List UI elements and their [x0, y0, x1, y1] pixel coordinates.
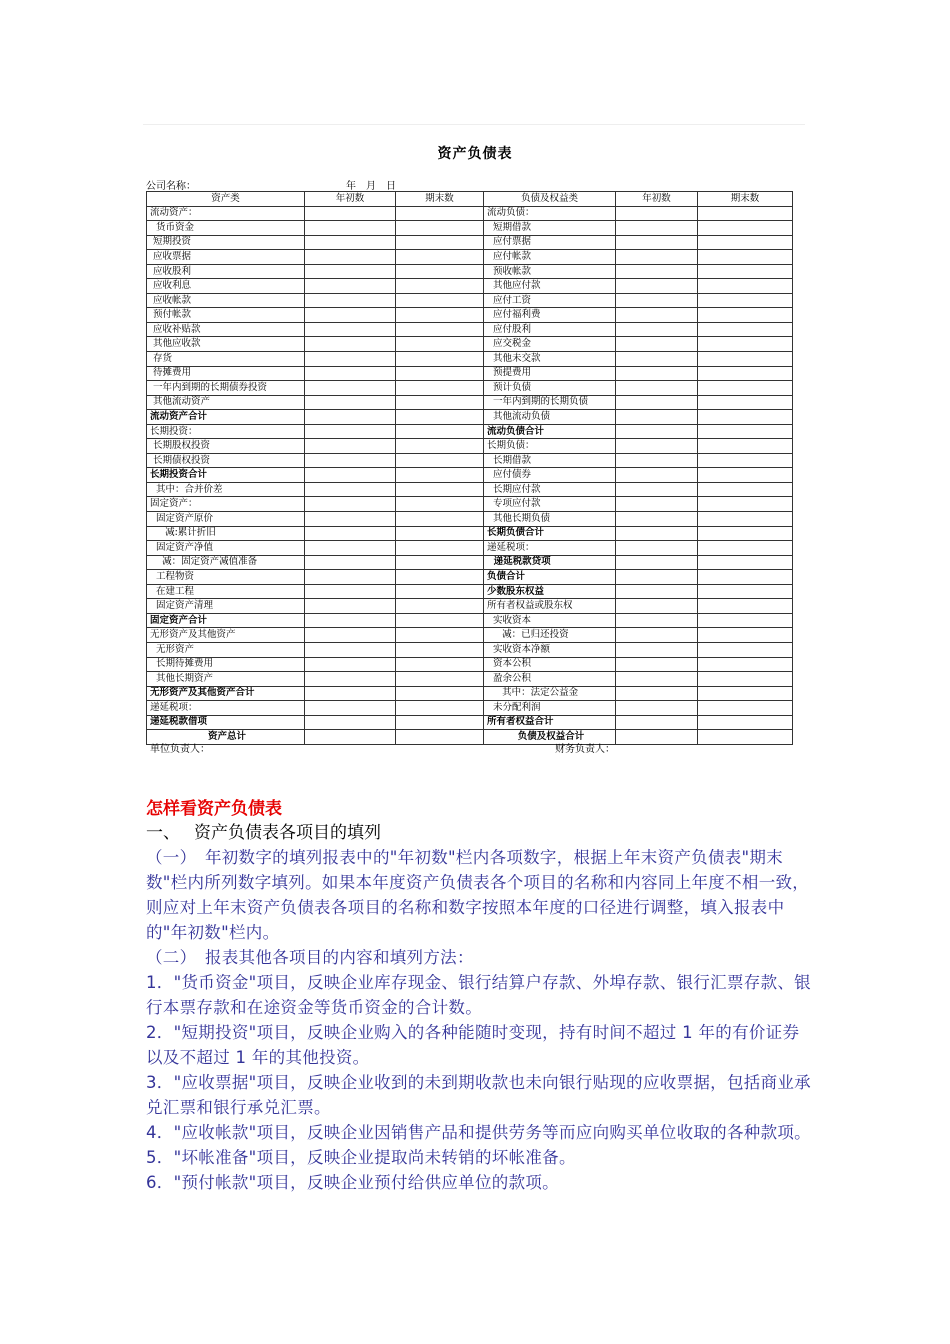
asset-end-cell	[396, 599, 484, 614]
asset-begin-cell	[305, 584, 396, 599]
paragraph: （一） 年初数字的填列报表中的"年初数"栏内各项数字，根据上年末资产负债表"期末数"栏内所列数字填列。如果本年度资产负债表各个项目的名称和内容同上年度不相一致，则应对上年末资产负债表各项目的名称和数字按照本年度的口径进行调整，填入报表中的"年初数"栏内。	[146, 848, 810, 942]
asset-item-label: 流动资产合计	[147, 410, 305, 425]
liability-begin-cell	[616, 672, 698, 687]
asset-begin-cell	[305, 235, 396, 250]
table-row	[147, 395, 793, 410]
asset-item-label: 应收股利	[147, 264, 305, 279]
liability-end-cell	[698, 730, 793, 745]
liability-begin-cell	[616, 395, 698, 410]
liability-end-cell	[698, 250, 793, 265]
paragraph: 2．"短期投资"项目，反映企业购入的各种能随时变现，持有时间不超过 1 年的有价证券以及不超过 1 年的其他投资。	[146, 1023, 800, 1067]
paragraph: （二） 报表其他各项目的内容和填列方法：	[146, 948, 474, 967]
table-row	[147, 322, 793, 337]
liability-end-cell	[698, 264, 793, 279]
asset-begin-cell	[305, 686, 396, 701]
asset-end-cell	[396, 206, 484, 221]
asset-end-cell	[396, 715, 484, 730]
asset-begin-cell	[305, 381, 396, 396]
liability-end-cell	[698, 541, 793, 556]
top-divider	[143, 124, 805, 125]
table-row	[147, 453, 793, 468]
asset-begin-cell	[305, 512, 396, 527]
liability-item-label: 减：已归还投资	[484, 628, 616, 643]
header-liabilities: 负债及权益类	[484, 192, 616, 207]
liability-begin-cell	[616, 730, 698, 745]
liability-end-cell	[698, 337, 793, 352]
asset-end-cell	[396, 250, 484, 265]
asset-end-cell	[396, 584, 484, 599]
liability-end-cell	[698, 322, 793, 337]
liability-item-label: 其他应付款	[484, 279, 616, 294]
asset-begin-cell	[305, 410, 396, 425]
liability-item-label: 实收资本净额	[484, 642, 616, 657]
asset-begin-cell	[305, 395, 396, 410]
asset-begin-cell	[305, 657, 396, 672]
liability-item-label: 其中：法定公益金	[484, 686, 616, 701]
liability-end-cell	[698, 395, 793, 410]
table-row	[147, 541, 793, 556]
liability-end-cell	[698, 235, 793, 250]
asset-item-label: 应收利息	[147, 279, 305, 294]
asset-item-label: 其他流动资产	[147, 395, 305, 410]
liability-end-cell	[698, 308, 793, 323]
asset-begin-cell	[305, 352, 396, 367]
asset-end-cell	[396, 642, 484, 657]
asset-begin-cell	[305, 221, 396, 236]
table-row	[147, 628, 793, 643]
asset-end-cell	[396, 686, 484, 701]
asset-end-cell	[396, 366, 484, 381]
liability-item-label: 预提费用	[484, 366, 616, 381]
liability-begin-cell	[616, 642, 698, 657]
asset-begin-cell	[305, 424, 396, 439]
table-row	[147, 352, 793, 367]
header-begin-left: 年初数	[305, 192, 396, 207]
table-row	[147, 642, 793, 657]
unit-head-label: 单位负责人：	[150, 744, 210, 755]
paragraph: 5．"坏帐准备"项目，反映企业提取尚未转销的坏帐准备。	[146, 1148, 576, 1167]
asset-item-label: 固定资产：	[147, 497, 305, 512]
asset-begin-cell	[305, 322, 396, 337]
paragraph: 1．"货币资金"项目，反映企业库存现金、银行结算户存款、外埠存款、银行汇票存款、银行本票存款和在途资金等货币资金的合计数。	[146, 973, 811, 1017]
asset-item-label: 货币资金	[147, 221, 305, 236]
asset-item-label: 应收补贴款	[147, 322, 305, 337]
asset-item-label: 固定资产清理	[147, 599, 305, 614]
liability-end-cell	[698, 584, 793, 599]
table-row	[147, 672, 793, 687]
liability-begin-cell	[616, 613, 698, 628]
liability-end-cell	[698, 366, 793, 381]
table-row	[147, 599, 793, 614]
asset-end-cell	[396, 541, 484, 556]
asset-item-label: 存货	[147, 352, 305, 367]
liability-begin-cell	[616, 715, 698, 730]
liability-begin-cell	[616, 584, 698, 599]
paragraph: 6．"预付帐款"项目，反映企业预付给供应单位的款项。	[146, 1173, 559, 1192]
liability-item-label: 专项应付款	[484, 497, 616, 512]
asset-begin-cell	[305, 453, 396, 468]
asset-item-label: 流动资产：	[147, 206, 305, 221]
asset-end-cell	[396, 701, 484, 716]
asset-begin-cell	[305, 264, 396, 279]
asset-item-label: 其他应收款	[147, 337, 305, 352]
table-row	[147, 293, 793, 308]
liability-end-cell	[698, 555, 793, 570]
asset-item-label: 长期待摊费用	[147, 657, 305, 672]
asset-item-label: 固定资产合计	[147, 613, 305, 628]
liability-item-label: 其他未交款	[484, 352, 616, 367]
company-name-label: 公司名称：	[146, 181, 196, 192]
asset-end-cell	[396, 613, 484, 628]
liability-begin-cell	[616, 468, 698, 483]
table-row	[147, 221, 793, 236]
asset-item-label: 资产总计	[147, 730, 305, 745]
section-heading	[146, 821, 814, 845]
liability-begin-cell	[616, 337, 698, 352]
liability-item-label: 实收资本	[484, 613, 616, 628]
article	[146, 797, 814, 1195]
asset-end-cell	[396, 235, 484, 250]
liability-begin-cell	[616, 497, 698, 512]
paragraph: 3．"应收票据"项目，反映企业收到的未到期收款也未向银行贴现的应收票据，包括商业承兑汇票和银行承兑汇票。	[146, 1073, 811, 1117]
liability-end-cell	[698, 453, 793, 468]
asset-begin-cell	[305, 541, 396, 556]
liability-begin-cell	[616, 352, 698, 367]
asset-item-label: 减：固定资产减值准备	[147, 555, 305, 570]
liability-item-label: 递延税项：	[484, 541, 616, 556]
liability-begin-cell	[616, 482, 698, 497]
table-row	[147, 337, 793, 352]
asset-begin-cell	[305, 613, 396, 628]
liability-begin-cell	[616, 308, 698, 323]
liability-begin-cell	[616, 235, 698, 250]
liability-end-cell	[698, 715, 793, 730]
liability-item-label: 少数股东权益	[484, 584, 616, 599]
table-row	[147, 482, 793, 497]
asset-begin-cell	[305, 279, 396, 294]
asset-item-label: 减:累计折旧	[147, 526, 305, 541]
liability-item-label: 所有者权益或股东权	[484, 599, 616, 614]
asset-begin-cell	[305, 482, 396, 497]
asset-end-cell	[396, 424, 484, 439]
table-row	[147, 613, 793, 628]
table-row	[147, 206, 793, 221]
table-row	[147, 657, 793, 672]
liability-end-cell	[698, 468, 793, 483]
asset-end-cell	[396, 337, 484, 352]
table-row	[147, 526, 793, 541]
liability-end-cell	[698, 613, 793, 628]
asset-end-cell	[396, 570, 484, 585]
liability-begin-cell	[616, 279, 698, 294]
liability-end-cell	[698, 497, 793, 512]
liability-begin-cell	[616, 424, 698, 439]
liability-begin-cell	[616, 250, 698, 265]
asset-begin-cell	[305, 293, 396, 308]
balance-sheet-table	[146, 191, 793, 745]
asset-item-label: 在建工程	[147, 584, 305, 599]
asset-item-label: 递延税项：	[147, 701, 305, 716]
table-row	[147, 715, 793, 730]
table-row	[147, 570, 793, 585]
liability-end-cell	[698, 701, 793, 716]
asset-begin-cell	[305, 206, 396, 221]
liability-begin-cell	[616, 701, 698, 716]
asset-begin-cell	[305, 366, 396, 381]
table-row	[147, 512, 793, 527]
table-row	[147, 366, 793, 381]
liability-item-label: 递延税款贷项	[484, 555, 616, 570]
liability-item-label: 流动负债合计	[484, 424, 616, 439]
liability-begin-cell	[616, 410, 698, 425]
sheet-title: 资产负债表	[437, 146, 513, 162]
header-begin-right: 年初数	[616, 192, 698, 207]
asset-end-cell	[396, 730, 484, 745]
asset-item-label: 长期股权投资	[147, 439, 305, 454]
asset-item-label: 长期债权投资	[147, 453, 305, 468]
asset-end-cell	[396, 264, 484, 279]
asset-end-cell	[396, 453, 484, 468]
asset-item-label: 无形资产	[147, 642, 305, 657]
liability-end-cell	[698, 657, 793, 672]
asset-begin-cell	[305, 570, 396, 585]
header-end-right: 期末数	[698, 192, 793, 207]
liability-end-cell	[698, 642, 793, 657]
liability-item-label: 应付工资	[484, 293, 616, 308]
liability-begin-cell	[616, 366, 698, 381]
article-title: 怎样看资产负债表	[146, 799, 282, 819]
liability-item-label: 未分配利润	[484, 701, 616, 716]
asset-end-cell	[396, 279, 484, 294]
asset-begin-cell	[305, 730, 396, 745]
liability-end-cell	[698, 672, 793, 687]
liability-begin-cell	[616, 657, 698, 672]
asset-item-label: 无形资产及其他资产合计	[147, 686, 305, 701]
table-row	[147, 730, 793, 745]
table-row	[147, 497, 793, 512]
liability-item-label: 应付帐款	[484, 250, 616, 265]
liability-end-cell	[698, 482, 793, 497]
liability-begin-cell	[616, 293, 698, 308]
asset-end-cell	[396, 308, 484, 323]
liability-end-cell	[698, 293, 793, 308]
asset-begin-cell	[305, 628, 396, 643]
table-row	[147, 686, 793, 701]
table-row	[147, 584, 793, 599]
asset-end-cell	[396, 322, 484, 337]
section-title: 资产负债表各项目的填列	[194, 823, 381, 843]
asset-begin-cell	[305, 642, 396, 657]
asset-end-cell	[396, 497, 484, 512]
asset-begin-cell	[305, 337, 396, 352]
liability-item-label: 应付债券	[484, 468, 616, 483]
asset-end-cell	[396, 672, 484, 687]
asset-item-label: 一年内到期的长期债券投资	[147, 381, 305, 396]
liability-item-label: 其他长期负债	[484, 512, 616, 527]
table-row	[147, 308, 793, 323]
liability-item-label: 长期借款	[484, 453, 616, 468]
asset-item-label: 应收帐款	[147, 293, 305, 308]
asset-item-label: 长期投资：	[147, 424, 305, 439]
asset-item-label: 长期投资合计	[147, 468, 305, 483]
asset-end-cell	[396, 512, 484, 527]
asset-end-cell	[396, 482, 484, 497]
asset-begin-cell	[305, 715, 396, 730]
date-label: 年 月 日	[346, 181, 396, 192]
liability-end-cell	[698, 381, 793, 396]
asset-item-label: 无形资产及其他资产	[147, 628, 305, 643]
liability-begin-cell	[616, 628, 698, 643]
finance-head-label: 财务负责人：	[555, 744, 615, 755]
asset-end-cell	[396, 628, 484, 643]
asset-item-label: 工程物资	[147, 570, 305, 585]
liability-end-cell	[698, 512, 793, 527]
liability-end-cell	[698, 628, 793, 643]
table-row	[147, 701, 793, 716]
asset-begin-cell	[305, 555, 396, 570]
liability-item-label: 其他流动负债	[484, 410, 616, 425]
liability-item-label: 负债及权益合计	[484, 730, 616, 745]
asset-begin-cell	[305, 250, 396, 265]
liability-item-label: 长期负债：	[484, 439, 616, 454]
asset-end-cell	[396, 221, 484, 236]
asset-end-cell	[396, 526, 484, 541]
asset-end-cell	[396, 555, 484, 570]
liability-item-label: 短期借款	[484, 221, 616, 236]
liability-begin-cell	[616, 570, 698, 585]
liability-begin-cell	[616, 381, 698, 396]
asset-end-cell	[396, 468, 484, 483]
asset-item-label: 其中：合并价差	[147, 482, 305, 497]
liability-begin-cell	[616, 206, 698, 221]
liability-end-cell	[698, 221, 793, 236]
asset-end-cell	[396, 439, 484, 454]
asset-item-label: 固定资产净值	[147, 541, 305, 556]
asset-end-cell	[396, 410, 484, 425]
asset-begin-cell	[305, 672, 396, 687]
liability-item-label: 应付福利费	[484, 308, 616, 323]
liability-item-label: 负债合计	[484, 570, 616, 585]
asset-item-label: 应收票据	[147, 250, 305, 265]
liability-end-cell	[698, 206, 793, 221]
asset-begin-cell	[305, 599, 396, 614]
asset-begin-cell	[305, 497, 396, 512]
liability-begin-cell	[616, 512, 698, 527]
table-row	[147, 279, 793, 294]
liability-item-label: 应交税金	[484, 337, 616, 352]
asset-begin-cell	[305, 308, 396, 323]
table-row	[147, 468, 793, 483]
asset-begin-cell	[305, 526, 396, 541]
table-row	[147, 264, 793, 279]
asset-begin-cell	[305, 439, 396, 454]
table-row	[147, 235, 793, 250]
liability-item-label: 所有者权益合计	[484, 715, 616, 730]
liability-begin-cell	[616, 439, 698, 454]
liability-item-label: 长期负债合计	[484, 526, 616, 541]
liability-end-cell	[698, 570, 793, 585]
liability-item-label: 预计负债	[484, 381, 616, 396]
asset-begin-cell	[305, 468, 396, 483]
liability-end-cell	[698, 439, 793, 454]
liability-item-label: 一年内到期的长期负债	[484, 395, 616, 410]
liability-item-label: 流动负债：	[484, 206, 616, 221]
table-header-row	[147, 192, 793, 207]
liability-begin-cell	[616, 555, 698, 570]
liability-item-label: 资本公积	[484, 657, 616, 672]
liability-end-cell	[698, 279, 793, 294]
asset-item-label: 递延税款借项	[147, 715, 305, 730]
asset-end-cell	[396, 293, 484, 308]
liability-end-cell	[698, 424, 793, 439]
asset-item-label: 短期投资	[147, 235, 305, 250]
section-number: 一、	[146, 823, 180, 843]
liability-begin-cell	[616, 599, 698, 614]
table-row	[147, 439, 793, 454]
asset-end-cell	[396, 395, 484, 410]
asset-item-label: 待摊费用	[147, 366, 305, 381]
table-row	[147, 381, 793, 396]
table-row	[147, 555, 793, 570]
liability-begin-cell	[616, 686, 698, 701]
paragraph: 4．"应收帐款"项目，反映企业因销售产品和提供劳务等而应向购买单位收取的各种款项。	[146, 1123, 811, 1142]
liability-begin-cell	[616, 453, 698, 468]
liability-end-cell	[698, 526, 793, 541]
liability-begin-cell	[616, 526, 698, 541]
liability-end-cell	[698, 410, 793, 425]
liability-item-label: 长期应付款	[484, 482, 616, 497]
asset-begin-cell	[305, 701, 396, 716]
liability-item-label: 盈余公积	[484, 672, 616, 687]
table-row	[147, 424, 793, 439]
liability-begin-cell	[616, 322, 698, 337]
liability-item-label: 应付股利	[484, 322, 616, 337]
asset-item-label: 预付帐款	[147, 308, 305, 323]
liability-end-cell	[698, 599, 793, 614]
asset-end-cell	[396, 352, 484, 367]
asset-end-cell	[396, 657, 484, 672]
liability-end-cell	[698, 352, 793, 367]
liability-begin-cell	[616, 221, 698, 236]
asset-end-cell	[396, 381, 484, 396]
table-row	[147, 410, 793, 425]
asset-item-label: 其他长期资产	[147, 672, 305, 687]
table-body	[147, 206, 793, 744]
liability-begin-cell	[616, 264, 698, 279]
header-assets: 资产类	[147, 192, 305, 207]
header-end-left: 期末数	[396, 192, 484, 207]
liability-item-label: 应付票据	[484, 235, 616, 250]
table-row	[147, 250, 793, 265]
liability-item-label: 预收帐款	[484, 264, 616, 279]
liability-end-cell	[698, 686, 793, 701]
liability-begin-cell	[616, 541, 698, 556]
asset-item-label: 固定资产原价	[147, 512, 305, 527]
